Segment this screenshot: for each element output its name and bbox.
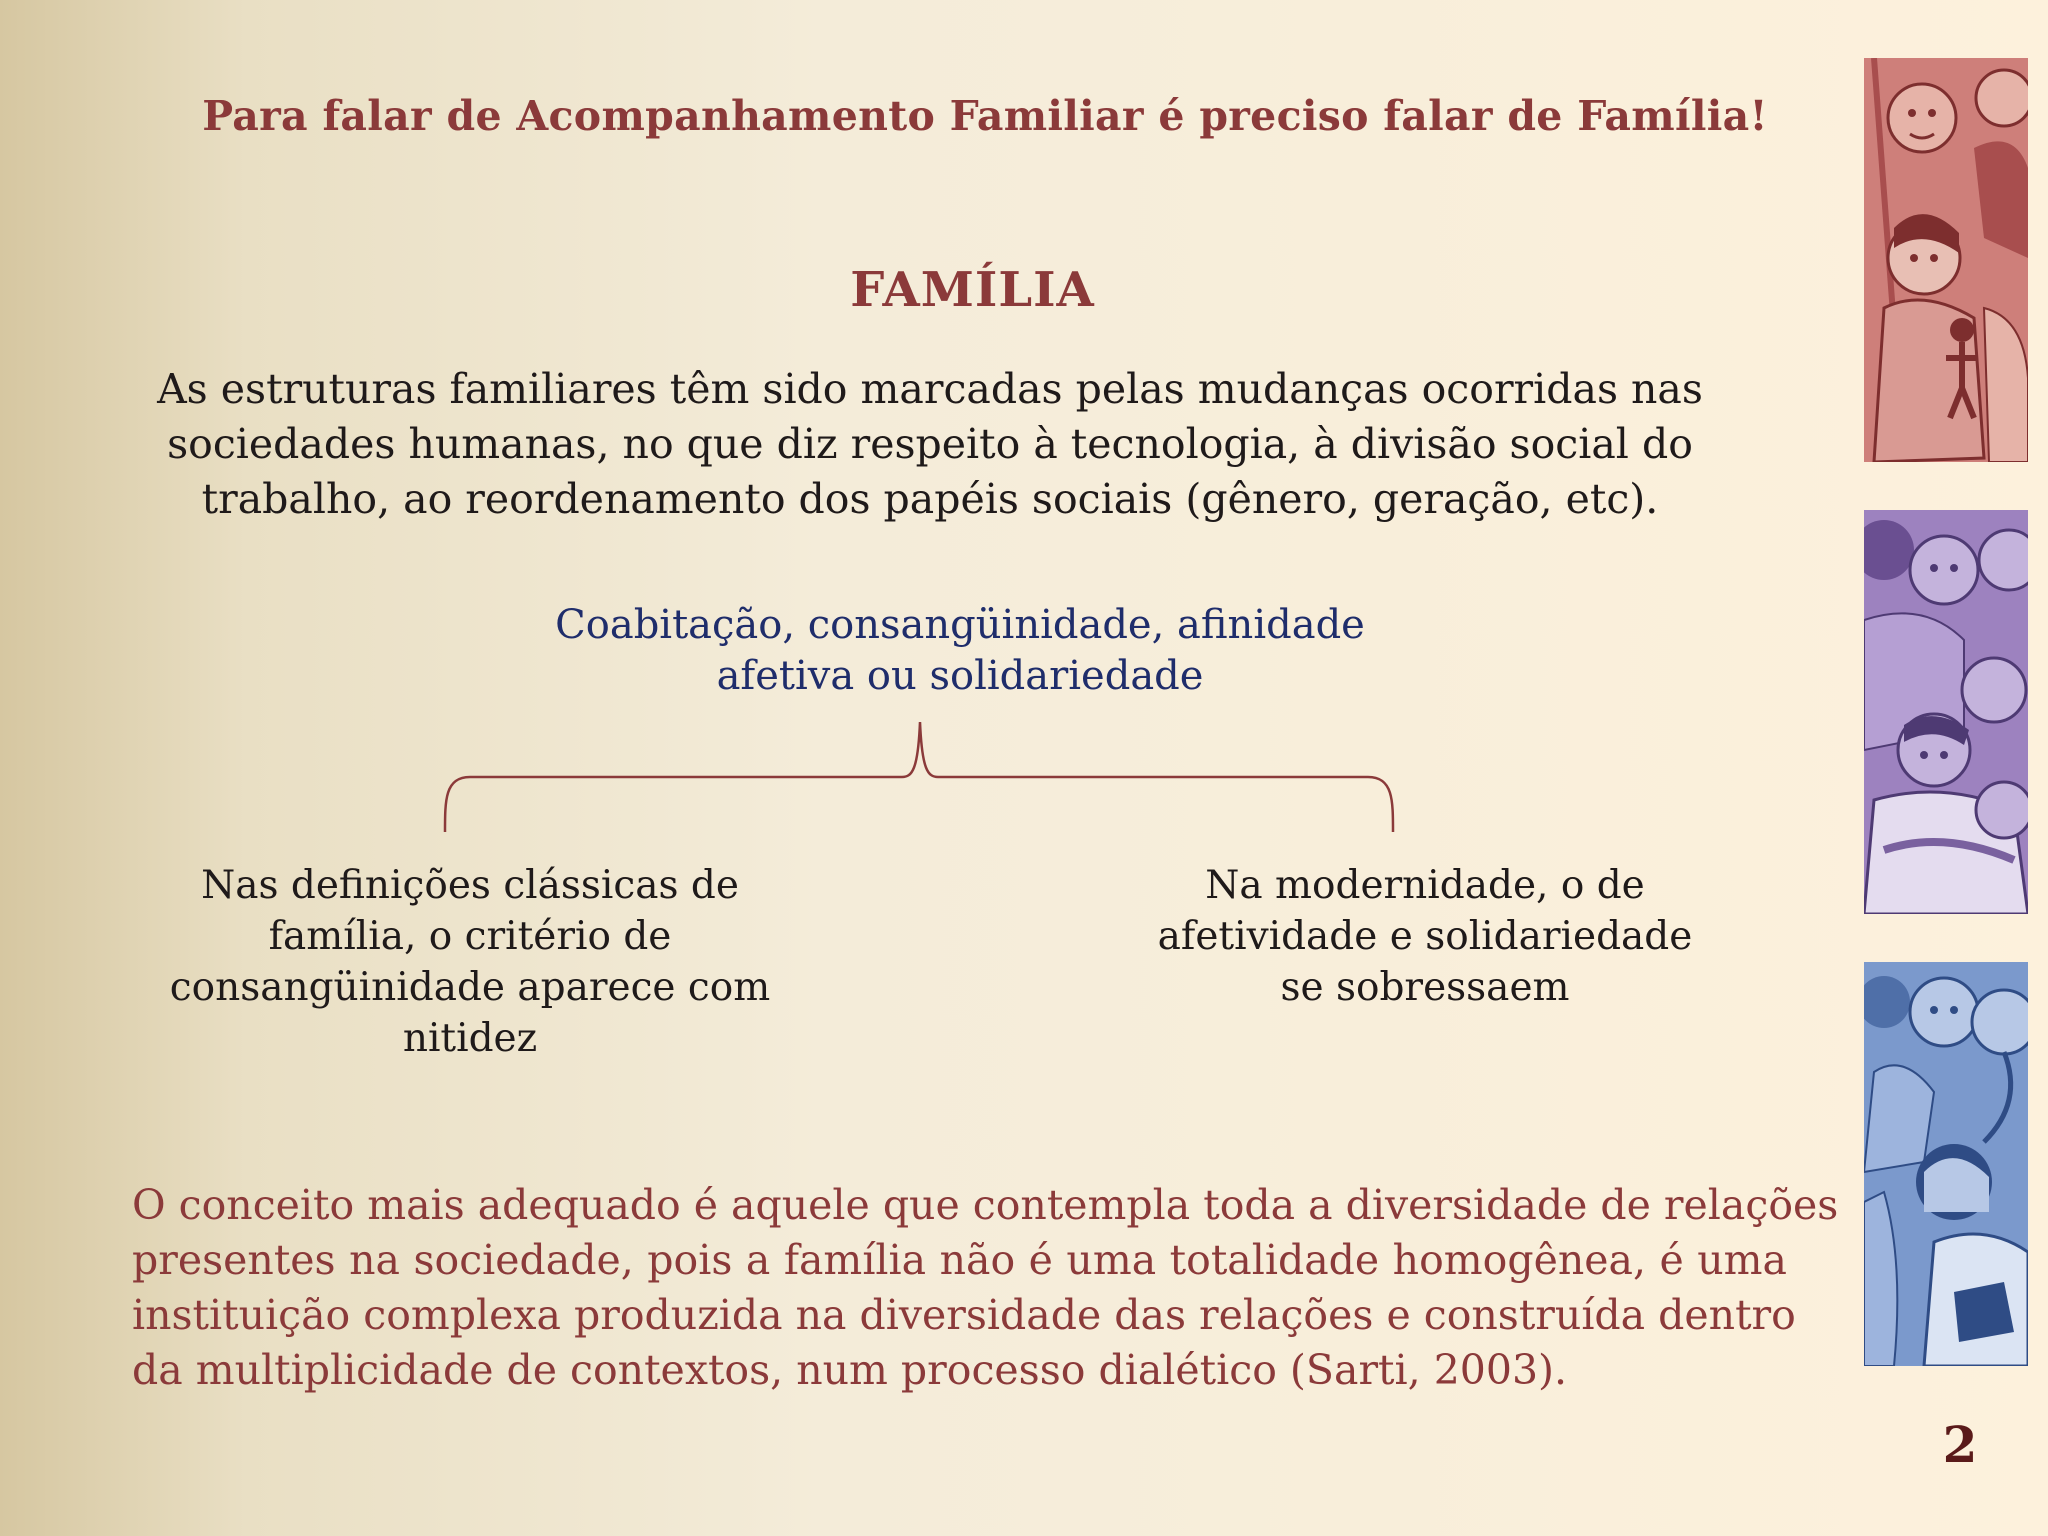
classic-line: consangüinidade aparece com: [169, 965, 771, 1010]
section-title-familia: FAMÍLIA: [850, 262, 1095, 318]
concept-line: presentes na sociedade, pois a família não é uma totalidade homogênea, é uma: [132, 1236, 1787, 1284]
page-number: 2: [1942, 1415, 1978, 1474]
concept-line: instituição complexa produzida na diversidade das relações e construída dentro: [132, 1291, 1796, 1339]
classic-line: nitidez: [402, 1016, 538, 1061]
side-panel-blue-illustration: [1864, 962, 2028, 1366]
slide-top-title: Para falar de Acompanhamento Familiar é preciso falar de Família!: [202, 92, 1768, 140]
classic-line: Nas definições clássicas de: [201, 863, 739, 908]
criteria-line: afetiva ou solidariedade: [716, 653, 1204, 699]
concept-line: da multiplicidade de contextos, num processo dialético (Sarti, 2003).: [132, 1346, 1568, 1394]
classic-line: família, o critério de: [268, 914, 672, 959]
modern-definition-text: [1130, 860, 1720, 1013]
modern-line: afetividade e solidariedade: [1157, 914, 1693, 959]
intro-line: sociedades humanas, no que diz respeito à tecnologia, à divisão social do: [167, 420, 1693, 468]
concept-line: O conceito mais adequado é aquele que contempla toda a diversidade de relações: [132, 1181, 1839, 1229]
modern-line: se sobressaem: [1280, 965, 1570, 1010]
criteria-line: Coabitação, consangüinidade, afinidade: [555, 602, 1365, 648]
modern-line: Na modernidade, o de: [1205, 863, 1645, 908]
intro-line: trabalho, ao reordenamento dos papéis sociais (gênero, geração, etc).: [201, 475, 1659, 523]
intro-line: As estruturas familiares têm sido marcadas pelas mudanças ocorridas nas: [157, 365, 1703, 413]
classic-definition-text: [150, 860, 790, 1064]
side-panel-purple-illustration: [1864, 510, 2028, 914]
side-panel-red-illustration: [1864, 58, 2028, 462]
concept-paragraph: [132, 1178, 1839, 1398]
